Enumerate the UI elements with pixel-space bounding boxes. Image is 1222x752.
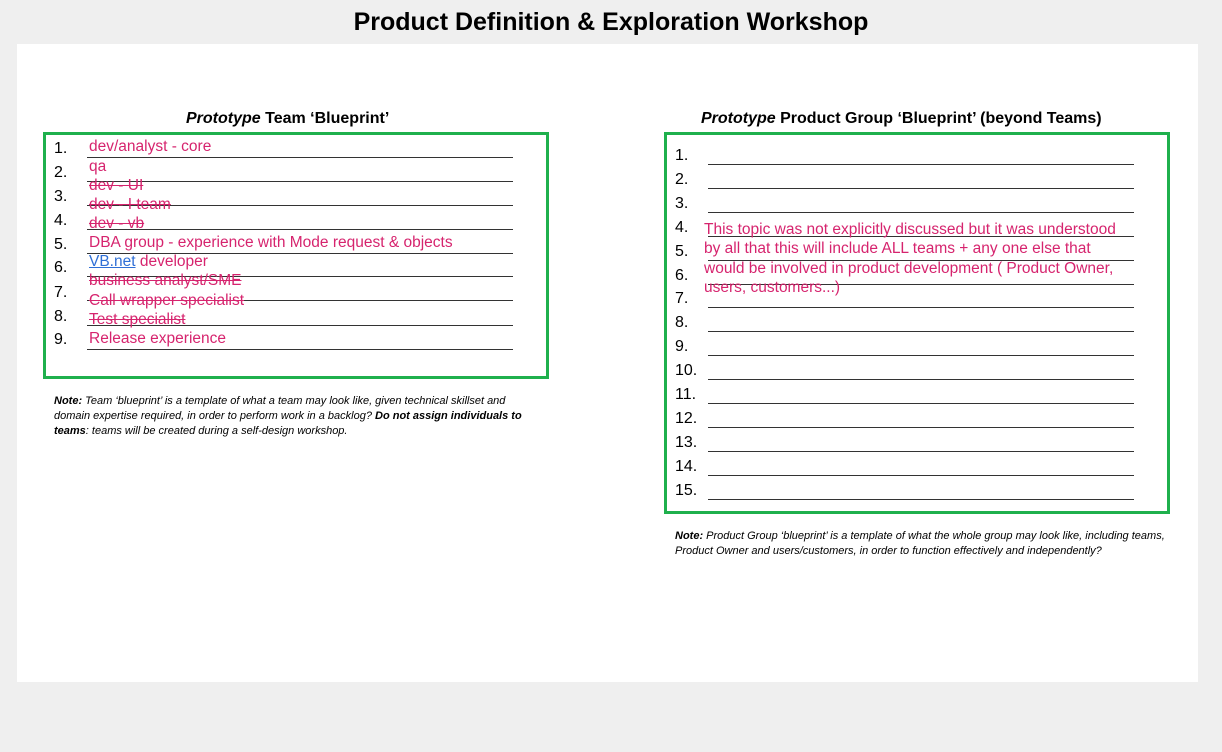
group-row-line — [708, 164, 1134, 165]
team-row-number: 6. — [54, 259, 68, 276]
group-note-text: Product Group ‘blueprint’ is a template of what the whole group may look like, including teams, Product Owner and users/customers, in order to function effectively and independently? — [675, 530, 1165, 557]
team-entry: qa — [89, 158, 107, 175]
team-row-number: 9. — [54, 331, 68, 348]
group-row-line — [708, 188, 1134, 189]
group-row-number: 4. — [675, 218, 689, 236]
group-row-number: 1. — [675, 147, 689, 164]
group-row-number: 10. — [675, 362, 698, 380]
team-entry: business analyst/SME — [89, 272, 242, 289]
group-row-number: 13. — [675, 433, 698, 451]
team-entry-rest: developer — [135, 253, 208, 270]
group-row-line — [708, 212, 1134, 213]
team-row-number: 1. — [54, 140, 68, 157]
group-row-number: 2. — [675, 170, 689, 188]
group-row-line — [708, 379, 1134, 380]
group-handwritten-note: users, customers...) — [704, 279, 841, 296]
group-row-number: 5. — [675, 242, 689, 260]
group-row-line — [708, 451, 1134, 452]
group-row-number: 8. — [675, 314, 689, 332]
page-title: Product Definition & Exploration Workshop — [353, 8, 869, 36]
team-heading-italic: Prototype — [186, 110, 261, 127]
group-row-number: 15. — [675, 481, 698, 499]
group-handwritten-note: would be involved in product development ( Product Owner, — [704, 260, 1114, 277]
team-entry: Release experience — [89, 330, 227, 347]
team-row-line — [87, 349, 513, 350]
team-blueprint-heading — [186, 110, 389, 128]
team-entry: dev - UI — [89, 177, 144, 194]
product-group-blueprint-heading — [701, 110, 1102, 128]
team-entry — [89, 253, 208, 271]
group-heading-rest: Product Group ‘Blueprint’ (beyond Teams) — [775, 110, 1102, 127]
group-row-line — [708, 499, 1134, 500]
team-row-line — [87, 229, 513, 230]
team-note — [54, 394, 529, 439]
group-row-number: 11. — [675, 386, 697, 403]
team-entry: dev - I team — [89, 196, 171, 213]
team-heading-rest: Team ‘Blueprint’ — [260, 110, 390, 127]
group-row-line — [708, 331, 1134, 332]
group-row-line — [708, 355, 1134, 356]
team-note-tail: : teams will be created during a self-design workshop. — [85, 425, 348, 437]
group-row-line — [708, 427, 1134, 428]
vbnet-link: VB.net — [89, 253, 136, 270]
team-note-text: Team ‘blueprint’ is a template of what a team may look like, given technical skillset and domain expertise required, in order to perform work in a backlog? — [54, 395, 506, 422]
group-row-number: 9. — [675, 338, 689, 356]
team-row-number: 8. — [54, 308, 68, 325]
group-handwritten-note: This topic was not explicitly discussed but it was understood — [704, 221, 1116, 238]
team-row-line — [87, 181, 513, 182]
team-row-line — [87, 157, 513, 158]
group-row-number: 3. — [675, 194, 689, 212]
team-row-number: 4. — [54, 212, 68, 229]
product-group-blueprint-box — [664, 132, 1170, 514]
group-row-number: 7. — [675, 290, 689, 308]
group-handwritten-note: by all that this will include ALL teams + any one else that — [704, 240, 1091, 257]
team-row-number: 2. — [54, 164, 68, 181]
product-group-note — [675, 529, 1165, 559]
group-row-number: 14. — [675, 457, 698, 475]
team-row-number: 5. — [54, 236, 68, 253]
team-entry: dev/analyst - core — [89, 138, 212, 155]
group-note-label: Note: — [675, 530, 704, 542]
team-note-bold: Do not assign individuals to teams — [54, 410, 522, 437]
team-note-label: Note: — [54, 395, 83, 407]
group-row-number: 6. — [675, 266, 689, 284]
team-row-number: 7. — [54, 284, 68, 301]
team-entry: Test specialist — [89, 311, 186, 328]
team-row-number: 3. — [54, 188, 68, 205]
team-entry: dev - vb — [89, 215, 145, 232]
team-entry: DBA group - experience with Mode request & objects — [89, 234, 453, 251]
group-row-line — [708, 403, 1134, 404]
group-row-line — [708, 307, 1134, 308]
group-row-number: 12. — [675, 409, 698, 427]
group-heading-italic: Prototype — [701, 110, 776, 127]
group-row-line — [708, 475, 1134, 476]
team-entry: Call wrapper specialist — [89, 292, 245, 309]
